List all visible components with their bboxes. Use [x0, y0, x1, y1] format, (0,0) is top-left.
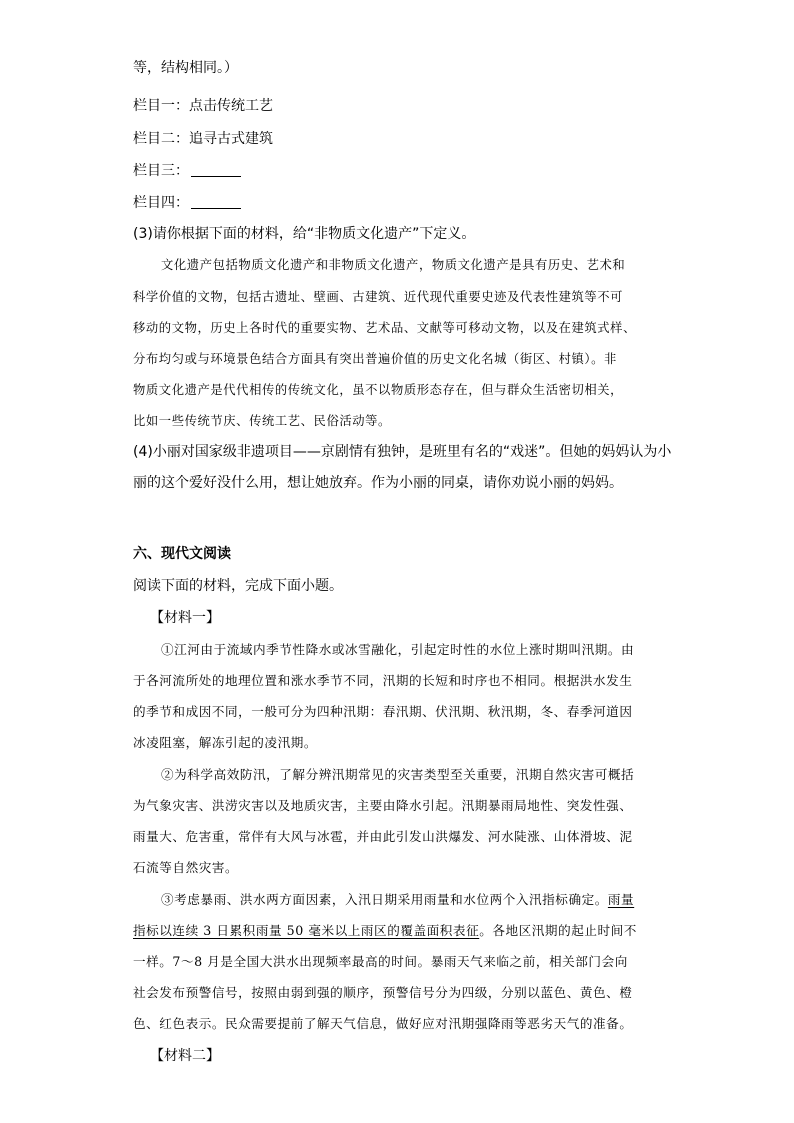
material-line: 分布均匀或与环境景色结合方面具有突出普遍价值的历史文化名城（街区、村镇）。非: [133, 352, 617, 366]
material-1-title: 【材料一】: [150, 610, 220, 626]
paragraph-2-line: ②为科学高效防汛，了解分辨汛期常见的灾害类型至关重要，汛期自然灾害可概括: [161, 767, 635, 782]
paragraph-3-line: 一样。7～8 月是全国大洪水出现频率最高的时间。暴雨天气来临之前，相关部门会向: [133, 954, 628, 969]
paragraph-3-line: [133, 921, 637, 941]
material-2-title: 【材料二】: [150, 1048, 220, 1064]
column-4: [133, 193, 241, 213]
answer-blank-4[interactable]: [191, 194, 241, 209]
column-3-label: 栏目三：: [133, 163, 189, 179]
paragraph-3-line: 色、红色表示。民众需要提前了解天气信息，做好应对汛期强降雨等恶劣天气的准备。: [133, 1016, 633, 1031]
question-4-line: (4)小丽对国家级非遗项目——京剧情有独钟，是班里有名的“戏迷”。但她的妈妈认为小: [133, 444, 672, 460]
material-line: 科学价值的文物，包括古遗址、壁画、古建筑、近代现代重要史迹及代表性建筑等不可: [133, 290, 624, 304]
column-1: 栏目一：点击传统工艺: [133, 98, 273, 114]
column-3: [133, 161, 241, 181]
paragraph-3-line: [161, 890, 634, 910]
material-line: 文化遗产包括物质文化遗产和非物质文化遗产，物质文化遗产是具有历史、艺术和: [161, 258, 626, 272]
material-line: 物质文化遗产是代代相传的传统文化，虽不以物质形态存在，但与群众生活密切相关，: [133, 383, 624, 397]
column-2: 栏目二：追寻古式建筑: [133, 131, 273, 147]
answer-blank-3[interactable]: [191, 162, 241, 177]
material-line: 比如一些传统节庆、传统工艺、民俗活动等。: [133, 414, 391, 428]
paragraph-3-line: 社会发布预警信号，按照由弱到强的顺序，预警信号分为四级，分别以蓝色、黄色、橙: [133, 985, 633, 1000]
question-4-line: 丽的这个爱好没什么用，想让她放弃。作为小丽的同桌，请你劝说小丽的妈妈。: [133, 475, 623, 491]
paragraph-1-line: 的季节和成因不同，一般可分为四种汛期：春汛期、伏汛期、秋汛期，冬、春季河道因: [133, 704, 633, 719]
section-heading: 六、现代文阅读: [133, 546, 231, 562]
section-instruction: 阅读下面的材料，完成下面小题。: [133, 578, 343, 594]
paragraph-2-line: 为气象灾害、洪涝灾害以及地质灾害，主要由降水引起。汛期暴雨局地性、突发性强、: [133, 798, 633, 813]
paragraph-3-text: ③考虑暴雨、洪水两方面因素，入汛日期采用雨量和水位两个入汛指标确定。: [161, 892, 608, 907]
underlined-text: 指标以连续 3 日累积雨量 50 毫米以上雨区的覆盖面积表征: [133, 923, 480, 938]
paragraph-1-line: 冰凌阻塞，解冻引起的凌汛期。: [133, 735, 318, 750]
column-4-label: 栏目四：: [133, 195, 189, 211]
paragraph-2-line: 雨量大、危害重，常伴有大风与冰雹，并由此引发山洪爆发、河水陡涨、山体滑坡、泥: [133, 829, 633, 844]
underlined-text: 雨量: [607, 892, 635, 907]
continued-text: 等，结构相同。）: [133, 60, 238, 76]
material-line: 移动的文物，历史上各时代的重要实物、艺术品、文献等可移动文物，以及在建筑式样、: [133, 321, 636, 335]
paragraph-1-line: 于各河流所处的地理位置和涨水季节不同，汛期的长短和时序也不相同。根据洪水发生: [133, 673, 633, 688]
question-3: (3)请你根据下面的材料，给“非物质文化遗产”下定义。: [133, 226, 476, 242]
paragraph-1-line: ①江河由于流域内季节性降水或冰雪融化，引起定时性的水位上涨时期叫汛期。由: [161, 642, 635, 657]
paragraph-3-text: 。各地区汛期的起止时间不: [479, 923, 637, 938]
paragraph-2-line: 石流等自然灾害。: [133, 860, 239, 875]
